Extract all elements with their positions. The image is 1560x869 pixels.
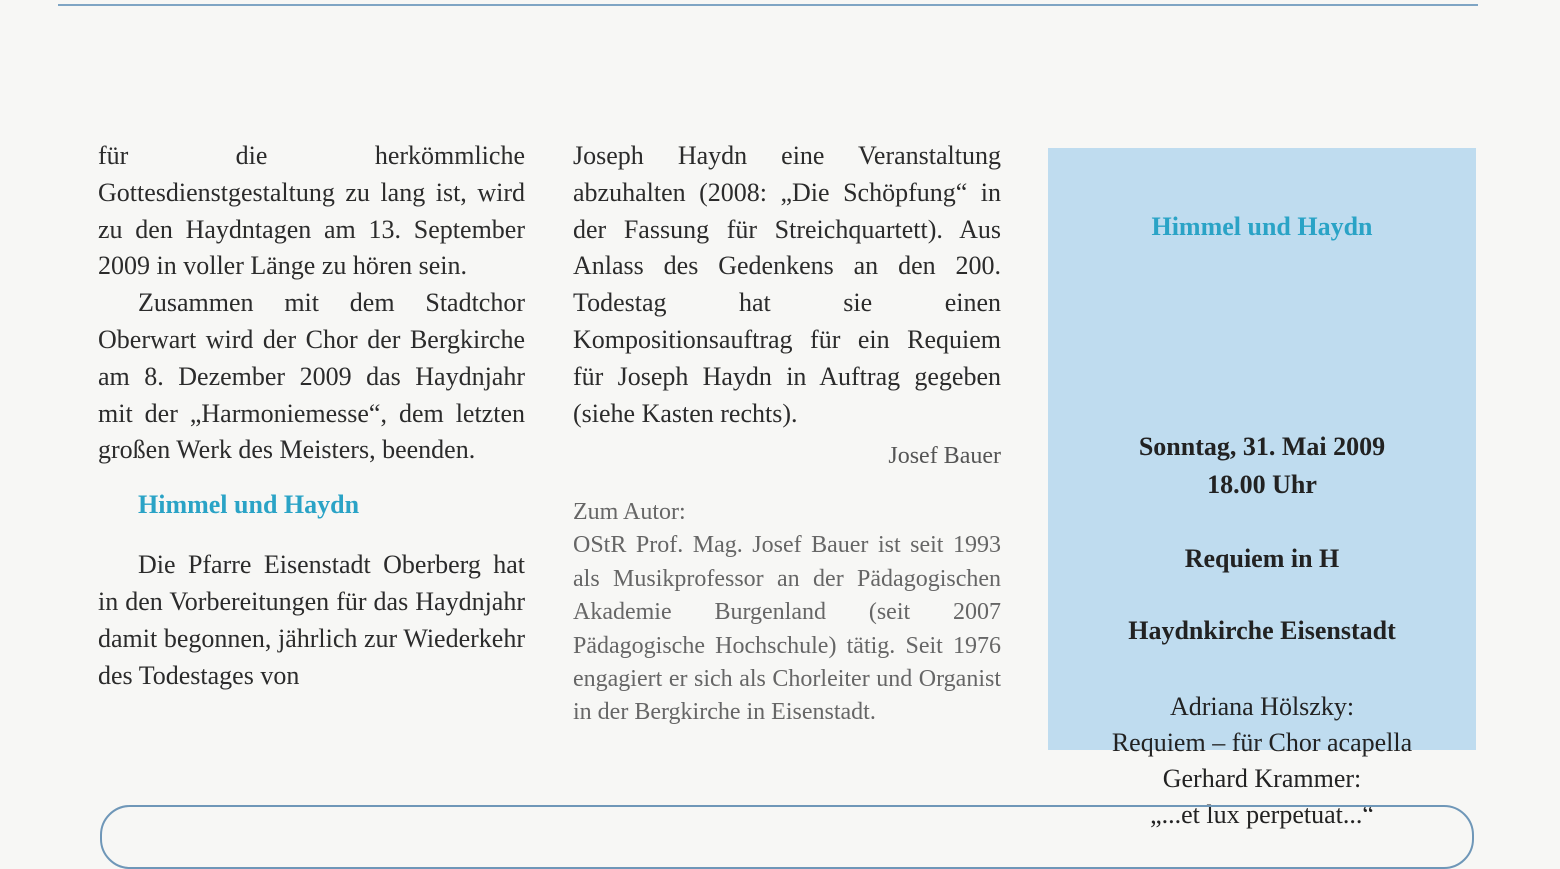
composer-2: Gerhard Krammer:: [1162, 764, 1362, 793]
event-time: 18.00 Uhr: [1207, 470, 1317, 499]
paragraph-4: Joseph Haydn eine Veranstaltung abzuhalten (2008: „Die Schöpfung“ in der Fassung für Streichquartett). Aus Anlass des Gedenkens an den 200. Todestag hat sie einen Kompositionsauftrag für ein Requiem für Joseph Haydn in Auftrag gegeben (siehe Kasten rechts).: [573, 141, 1001, 428]
piece-2: „...et lux perpetuat...“: [1150, 800, 1374, 829]
box-title: Himmel und Haydn: [1151, 212, 1373, 241]
composer-1: Adriana Hölszky:: [1169, 692, 1355, 721]
article-column-1: [98, 138, 525, 694]
event-venue: Haydnkirche Eisenstadt: [1128, 616, 1396, 645]
paragraph-2: Zusammen mit dem Stadtchor Oberwart wird der Chor der Bergkirche am 8. Dezember 2009 das Haydnjahr mit der „Harmoniemesse“, dem letzten großen Werk des Meisters, beenden.: [98, 288, 525, 465]
paragraph-3: Die Pfarre Eisenstadt Oberberg hat in den Vorbereitungen für das Haydnjahr damit begonnen, jährlich zur Wiederkehr des Todestages von: [98, 550, 525, 690]
piece-1: Requiem – für Chor acapella: [1111, 728, 1413, 757]
author-signature: Josef Bauer: [888, 443, 1001, 470]
about-label: Zum Autor:: [573, 499, 686, 525]
section-heading: Himmel und Haydn: [138, 490, 360, 520]
paragraph-1: für die herkömmliche Gottesdienstgestaltung zu lang ist, wird zu den Haydntagen am 13. September 2009 in voller Länge zu hören sein.: [98, 141, 525, 281]
event-work: Requiem in H: [1184, 544, 1340, 573]
event-info-box: [1048, 148, 1476, 829]
about-author: [573, 496, 1001, 730]
event-date: Sonntag, 31. Mai 2009: [1138, 432, 1386, 461]
bottom-frame: [100, 805, 1474, 869]
article-column-2: [573, 138, 1001, 474]
top-rule: [58, 4, 1478, 6]
about-text: OStR Prof. Mag. Josef Bauer ist seit 1993 als Musikprofessor an der Pädagogischen Akademie Burgenland (seit 2007 Pädagogische Hochschule) tätig. Seit 1976 engagiert er sich als Chorleiter und Organist in der Bergkirche in Eisenstadt.: [573, 532, 1001, 726]
